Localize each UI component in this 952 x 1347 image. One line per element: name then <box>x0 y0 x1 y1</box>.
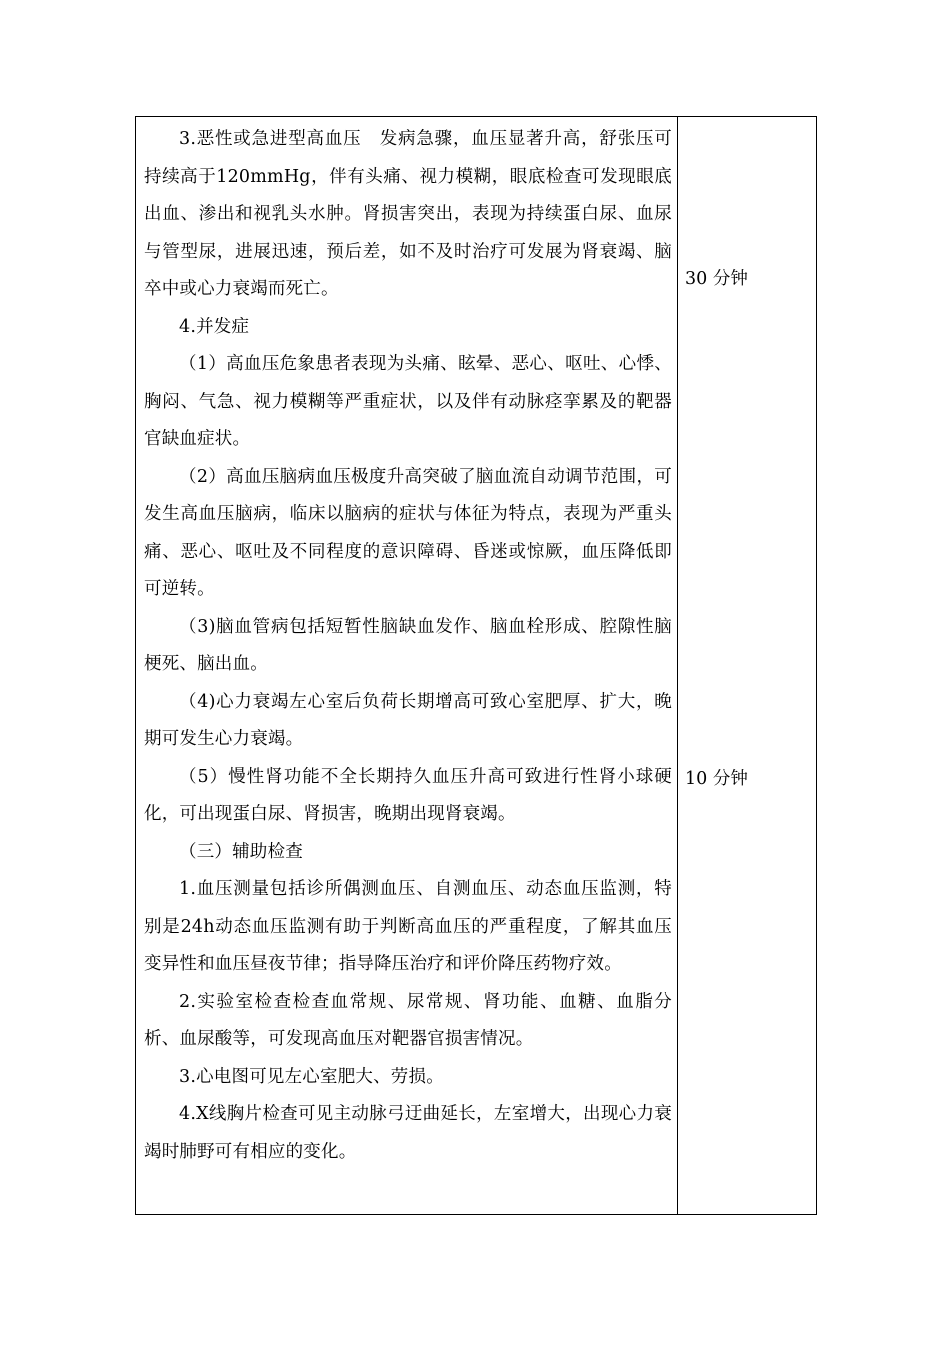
lesson-plan-table <box>135 116 817 1215</box>
heading-auxiliary-examination: （三）辅助检查 <box>179 841 303 862</box>
time-allocation-10: 10 分钟 <box>685 769 748 789</box>
paragraph-blood-pressure-measurement: 1.血压测量包括诊所偶测血压、自测血压、动态血压监测，特别是24h动态血压监测有助于判断高血压的严重程度，了解其血压变异性和血压昼夜节律；指导降压治疗和评价降压药物疗效。 <box>144 879 672 974</box>
paragraph-laboratory-tests: 2.实验室检查检查血常规、尿常规、肾功能、血糖、血脂分析、血尿酸等，可发现高血压对靶器官损害情况。 <box>144 991 672 1049</box>
time-allocation-30: 30 分钟 <box>685 269 748 289</box>
paragraph-malignant-hypertension: 3.恶性或急进型高血压 发病急骤，血压显著升高，舒张压可持续高于120mmHg，伴有头痛、视力模糊，眼底检查可发现眼底出血、渗出和视乳头水肿。肾损害突出，表现为持续蛋白尿、血尿与管型尿，进展迅速，预后差，如不及时治疗可发展为肾衰竭、脑卒中或心力衰竭而死亡。 <box>144 129 672 299</box>
column-divider <box>677 117 678 1214</box>
paragraph-chest-xray: 4.X线胸片检查可见主动脉弓迂曲延长，左室增大，出现心力衰竭时肺野可有相应的变化。 <box>144 1104 672 1162</box>
content-cell <box>144 121 672 1171</box>
paragraph-renal-insufficiency: （5）慢性肾功能不全长期持久血压升高可致进行性肾小球硬化，可出现蛋白尿、肾损害，晚期出现肾衰竭。 <box>144 766 672 824</box>
paragraph-hypertensive-crisis: （1）高血压危象患者表现为头痛、眩晕、恶心、呕吐、心悸、胸闷、气急、视力模糊等严重症状，以及伴有动脉痉挛累及的靶器官缺血症状。 <box>144 354 672 449</box>
paragraph-hypertensive-encephalopathy: （2）高血压脑病血压极度升高突破了脑血流自动调节范围，可发生高血压脑病，临床以脑病的症状与体征为特点，表现为严重头痛、恶心、呕吐及不同程度的意识障碍、昏迷或惊厥，血压降低即可逆转。 <box>144 466 672 599</box>
paragraph-heart-failure: （4)心力衰竭左心室后负荷长期增高可致心室肥厚、扩大，晚期可发生心力衰竭。 <box>144 691 672 749</box>
heading-complications: 4.并发症 <box>179 316 250 337</box>
paragraph-cerebrovascular-disease: （3)脑血管病包括短暂性脑缺血发作、脑血栓形成、腔隙性脑梗死、脑出血。 <box>144 616 672 674</box>
paragraph-ecg: 3.心电图可见左心室肥大、劳损。 <box>179 1066 444 1087</box>
